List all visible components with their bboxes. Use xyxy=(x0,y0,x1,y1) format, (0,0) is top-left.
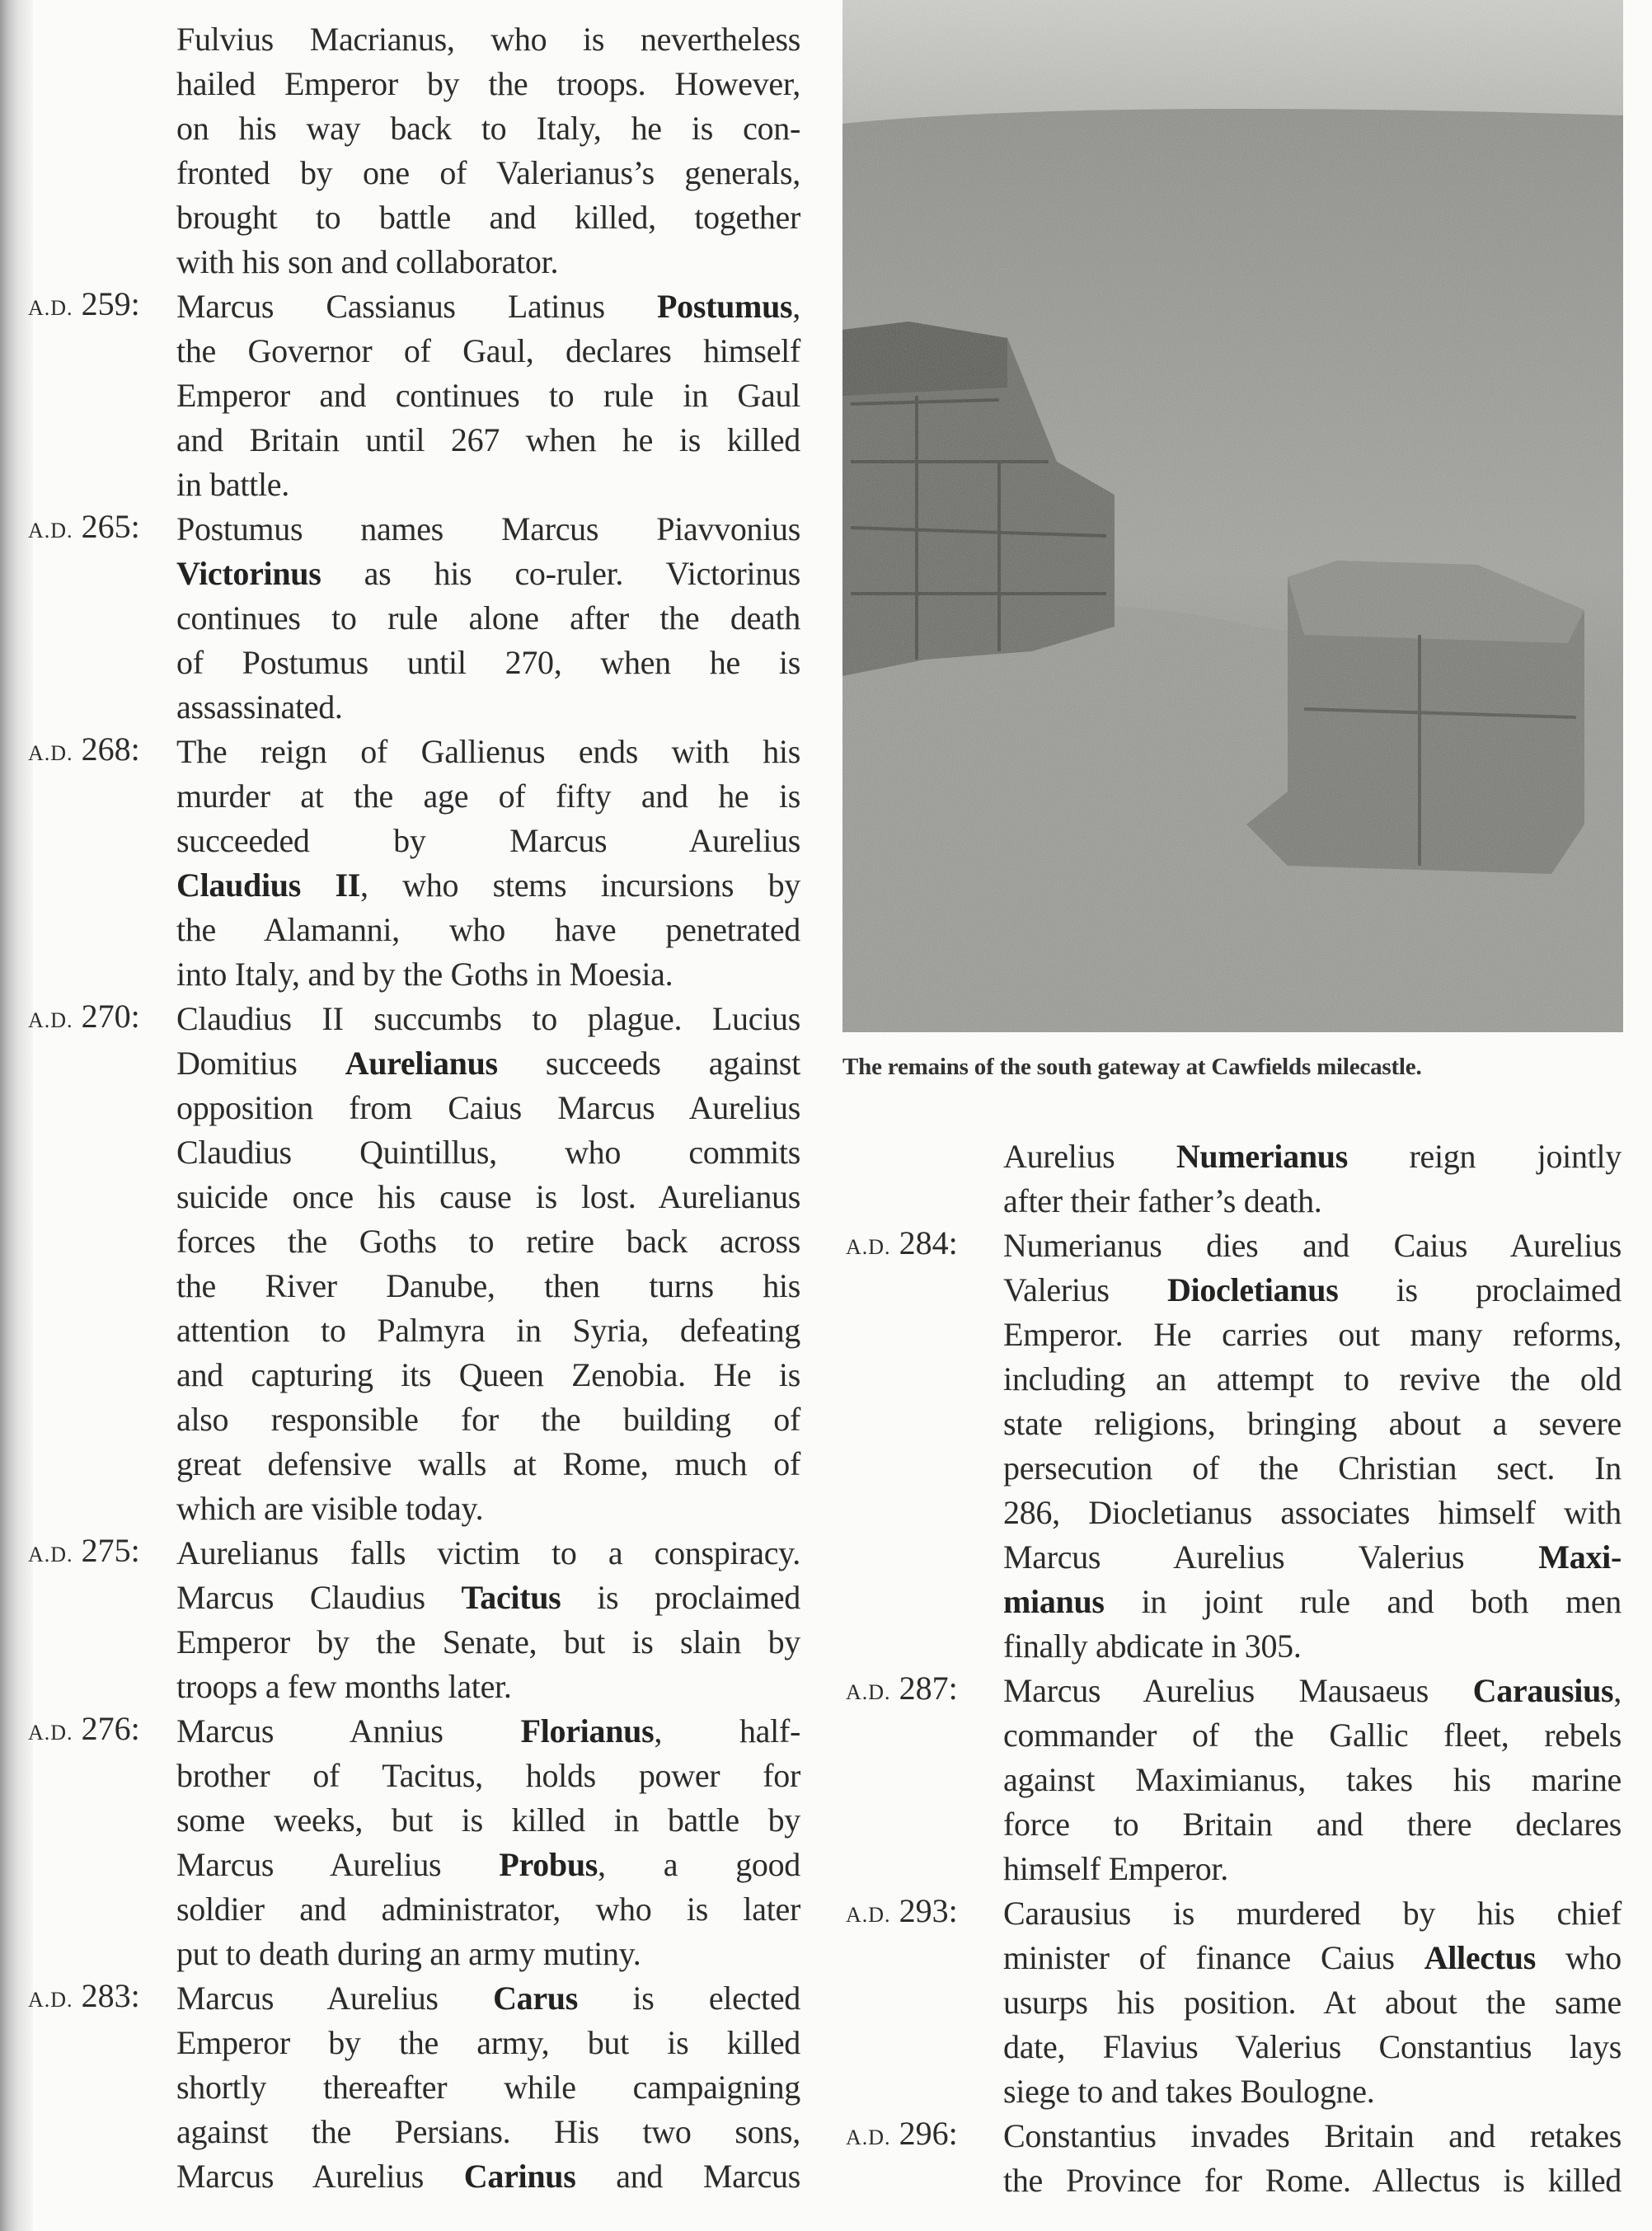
text-segment: against the Persians. His two sons, xyxy=(176,2113,800,2150)
text-line xyxy=(176,373,800,418)
text-segment: as his co-ruler. Victorinus xyxy=(321,555,800,592)
emperor-name: Aurelianus xyxy=(345,1045,498,1082)
text-segment: 286, Diocletianus associates himself with xyxy=(1003,1494,1621,1531)
emperor-name: Carausius xyxy=(1472,1672,1614,1709)
text-segment: Emperor. He carries out many reforms, xyxy=(1003,1316,1621,1353)
chronology-entry xyxy=(28,730,800,997)
text-line xyxy=(176,685,800,730)
text-segment: Marcus Claudius xyxy=(176,1579,462,1616)
date-era: A.D. xyxy=(28,1721,73,1745)
text-segment: put to death during an army mutiny. xyxy=(176,1935,641,1972)
text-segment: suicide once his cause is lost. Aurelianus xyxy=(176,1178,800,1215)
date-era: A.D. xyxy=(28,519,73,542)
text-segment: , who stems incursions by xyxy=(360,867,800,904)
text-segment: Emperor by the army, but is killed xyxy=(176,2024,800,2061)
text-line xyxy=(176,908,800,952)
entry-date xyxy=(28,730,168,768)
text-line xyxy=(176,106,800,151)
text-segment: assassinated. xyxy=(176,688,343,726)
text-line xyxy=(176,997,800,1041)
text-line xyxy=(1003,1224,1621,1268)
text-line xyxy=(176,1531,800,1576)
text-segment: Aurelius xyxy=(1003,1138,1176,1175)
text-line xyxy=(176,1487,800,1531)
date-year: 296: xyxy=(899,2115,958,2152)
text-segment: reign jointly xyxy=(1347,1138,1621,1175)
text-segment: against Maximianus, takes his marine xyxy=(1003,1761,1621,1798)
entry-date xyxy=(846,1224,986,1262)
date-era: A.D. xyxy=(846,2125,891,2149)
entry-date xyxy=(28,1531,168,1570)
emperor-name: Allectus xyxy=(1424,1939,1536,1976)
text-segment: commander of the Gallic fleet, rebels xyxy=(1003,1717,1621,1754)
text-line xyxy=(176,1353,800,1397)
text-line xyxy=(1003,1134,1621,1179)
date-era: A.D. xyxy=(846,1680,891,1704)
text-segment: murder at the age of fifty and he is xyxy=(176,777,800,815)
text-line xyxy=(176,17,800,62)
text-segment: Emperor by the Senate, but is slain by xyxy=(176,1623,800,1660)
date-year: 268: xyxy=(81,730,140,768)
text-line xyxy=(176,418,800,463)
date-year: 270: xyxy=(81,998,140,1035)
left-text-column xyxy=(28,17,800,2199)
text-segment: The reign of Gallienus ends with his xyxy=(176,733,800,770)
date-era: A.D. xyxy=(846,1235,891,1259)
emperor-name: Numerianus xyxy=(1176,1138,1348,1175)
text-line xyxy=(176,62,800,106)
date-era: A.D. xyxy=(28,296,73,320)
text-segment: succeeds against xyxy=(497,1045,800,1082)
emperor-name: Postumus xyxy=(656,288,793,325)
entry-date xyxy=(28,1709,168,1748)
text-segment: , a good xyxy=(598,1846,800,1883)
text-line xyxy=(176,1041,800,1086)
text-line xyxy=(1003,1179,1621,1224)
text-line xyxy=(176,1576,800,1620)
date-era: A.D. xyxy=(28,1543,73,1566)
text-segment: Carausius is murdered by his chief xyxy=(1003,1895,1621,1932)
text-line xyxy=(1003,1891,1621,1936)
text-segment: continues to rule alone after the death xyxy=(176,599,800,636)
text-line xyxy=(176,730,800,774)
text-segment: Postumus names Marcus Piavvonius xyxy=(176,510,800,547)
chronology-entry xyxy=(846,1669,1621,1891)
text-line xyxy=(176,284,800,329)
text-segment: Valerius xyxy=(1003,1271,1167,1308)
text-segment: shortly thereafter while campaigning xyxy=(176,2069,800,2106)
entry-date xyxy=(846,2114,986,2153)
text-segment: Marcus Aurelius Mausaeus xyxy=(1003,1672,1473,1709)
text-line xyxy=(176,1442,800,1487)
text-line xyxy=(176,819,800,863)
text-line xyxy=(1003,1847,1621,1891)
emperor-name: Probus xyxy=(499,1846,598,1883)
entry-date xyxy=(28,1976,168,2015)
text-line xyxy=(176,1620,800,1665)
text-line xyxy=(176,195,800,240)
text-segment: Marcus Aurelius xyxy=(176,2158,464,2195)
date-year: 275: xyxy=(81,1532,140,1569)
text-segment: into Italy, and by the Goths in Moesia. xyxy=(176,956,673,993)
emperor-name: Victorinus xyxy=(176,555,321,592)
chronology-entry xyxy=(846,1224,1622,1669)
text-segment: persecution of the Christian sect. In xyxy=(1003,1449,1621,1487)
date-year: 259: xyxy=(81,285,140,322)
text-line xyxy=(176,1843,800,1887)
photo-image xyxy=(842,0,1623,1032)
text-line xyxy=(1003,1580,1621,1624)
text-segment: soldier and administrator, who is later xyxy=(176,1890,800,1928)
text-segment: also responsible for the building of xyxy=(176,1401,800,1438)
text-segment: Marcus Aurelius Valerius xyxy=(1003,1538,1539,1576)
text-segment: Marcus Aurelius xyxy=(176,1980,494,2017)
text-segment: the Province for Rome. Allectus is killed xyxy=(1003,2162,1621,2199)
emperor-name: Carinus xyxy=(463,2158,576,2195)
text-line xyxy=(176,2154,800,2199)
entry-date xyxy=(28,507,168,546)
chronology-entry xyxy=(176,17,800,284)
chronology-entry xyxy=(28,1531,800,1709)
text-segment: on his way back to Italy, he is con- xyxy=(176,110,800,147)
text-segment: and capturing its Queen Zenobia. He is xyxy=(176,1356,800,1393)
text-segment: Constantius invades Britain and retakes xyxy=(1003,2117,1621,2154)
text-segment: , xyxy=(1613,1672,1621,1709)
text-segment: finally abdicate in 305. xyxy=(1003,1627,1302,1665)
text-segment: the Governor of Gaul, declares himself xyxy=(176,332,800,369)
text-line xyxy=(1003,2158,1621,2203)
text-segment: , xyxy=(792,288,800,325)
text-segment: the River Danube, then turns his xyxy=(176,1267,800,1304)
text-segment: which are visible today. xyxy=(176,1490,484,1527)
text-line xyxy=(176,151,800,195)
text-line xyxy=(176,1219,800,1264)
text-line xyxy=(1003,1669,1621,1713)
text-segment: forces the Goths to retire back across xyxy=(176,1223,800,1260)
chronology-entry xyxy=(846,2114,1621,2203)
text-line xyxy=(176,2110,800,2154)
text-line xyxy=(176,1709,800,1754)
text-line xyxy=(176,2021,800,2065)
date-year: 287: xyxy=(899,1670,958,1707)
text-line xyxy=(1003,2069,1621,2114)
text-line xyxy=(1003,1535,1621,1580)
text-segment: siege to and takes Boulogne. xyxy=(1003,2073,1375,2110)
chronology-entry xyxy=(28,507,800,730)
text-segment: Emperor and continues to rule in Gaul xyxy=(176,377,800,414)
date-era: A.D. xyxy=(846,1903,891,1927)
text-line xyxy=(1003,1758,1621,1802)
text-segment: and Britain until 267 when he is killed xyxy=(176,421,800,458)
chronology-entry xyxy=(846,1891,1621,2114)
entry-date xyxy=(28,997,168,1036)
text-line xyxy=(176,552,800,596)
date-year: 293: xyxy=(899,1892,958,1929)
text-line xyxy=(176,1665,800,1709)
text-segment: Claudius Quintillus, who commits xyxy=(176,1134,800,1171)
text-line xyxy=(176,1175,800,1219)
text-segment: is proclaimed xyxy=(561,1579,800,1616)
right-text-column xyxy=(846,1134,1622,2203)
text-segment: Fulvius Macrianus, who is nevertheless xyxy=(176,21,800,58)
text-line xyxy=(176,1308,800,1353)
text-segment: who xyxy=(1536,1939,1621,1976)
text-segment: including an attempt to revive the old xyxy=(1003,1360,1621,1397)
text-segment: with his son and collaborator. xyxy=(176,243,559,280)
text-line xyxy=(176,1086,800,1130)
text-line xyxy=(176,1798,800,1843)
text-segment: is proclaimed xyxy=(1338,1271,1622,1308)
text-line xyxy=(176,1264,800,1308)
text-segment: in joint rule and both men xyxy=(1104,1583,1621,1620)
text-line xyxy=(1003,1802,1621,1847)
text-segment: Marcus Annius xyxy=(176,1712,521,1750)
text-segment: hailed Emperor by the troops. However, xyxy=(176,65,800,102)
text-segment: attention to Palmyra in Syria, defeating xyxy=(176,1312,800,1349)
chronology-entry xyxy=(28,284,800,507)
text-line xyxy=(176,596,800,641)
emperor-name: Maxi- xyxy=(1538,1538,1621,1576)
text-line xyxy=(176,863,800,908)
text-segment: state religions, bringing about a severe xyxy=(1003,1405,1621,1442)
text-segment: himself Emperor. xyxy=(1003,1850,1228,1887)
text-line xyxy=(1003,1402,1621,1446)
entry-date xyxy=(846,1669,986,1707)
emperor-name: mianus xyxy=(1003,1583,1105,1620)
text-line xyxy=(1003,1268,1621,1313)
photo-caption: The remains of the south gateway at Cawfields milecastle. xyxy=(842,1054,1422,1080)
text-line xyxy=(1003,1624,1621,1669)
text-line xyxy=(176,1887,800,1932)
emperor-name: Diocletianus xyxy=(1166,1271,1339,1308)
text-line xyxy=(1003,1313,1621,1357)
text-line xyxy=(1003,1980,1621,2025)
date-year: 276: xyxy=(81,1710,140,1747)
text-segment: after their father’s death. xyxy=(1003,1182,1322,1219)
emperor-name: Florianus xyxy=(520,1712,655,1750)
chronology-entry xyxy=(28,1709,800,1976)
text-segment: Marcus Aurelius xyxy=(176,1846,500,1883)
date-year: 283: xyxy=(81,1977,140,2014)
text-line xyxy=(176,641,800,685)
emperor-name: Tacitus xyxy=(461,1579,561,1616)
date-era: A.D. xyxy=(28,741,73,765)
text-segment: fronted by one of Valerianus’s generals, xyxy=(176,154,800,191)
text-segment: force to Britain and there declares xyxy=(1003,1806,1621,1843)
text-segment: Claudius II succumbs to plague. Lucius xyxy=(176,1000,800,1037)
text-segment: troops a few months later. xyxy=(176,1668,512,1705)
chronology-entry xyxy=(1003,1134,1621,1224)
text-line xyxy=(176,1130,800,1175)
text-line xyxy=(176,774,800,819)
text-segment: date, Flavius Valerius Constantius lays xyxy=(1003,2028,1621,2065)
text-segment: , half- xyxy=(654,1712,800,1750)
text-segment: minister of finance Caius xyxy=(1003,1939,1424,1976)
text-segment: brother of Tacitus, holds power for xyxy=(176,1757,800,1794)
text-line xyxy=(176,463,800,507)
text-segment: Aurelianus falls victim to a conspiracy. xyxy=(176,1534,800,1571)
text-segment: opposition from Caius Marcus Aurelius xyxy=(176,1089,800,1126)
date-era: A.D. xyxy=(28,1008,73,1032)
text-segment: Numerianus dies and Caius Aurelius xyxy=(1003,1227,1621,1264)
text-line xyxy=(1003,1357,1621,1402)
text-line xyxy=(176,2065,800,2110)
date-year: 284: xyxy=(899,1224,958,1261)
text-segment: succeeded by Marcus Aurelius xyxy=(176,822,800,859)
text-line xyxy=(176,1932,800,1976)
text-segment: in battle. xyxy=(176,466,289,503)
date-year: 265: xyxy=(81,508,140,545)
text-segment: Domitius xyxy=(176,1045,345,1082)
text-line xyxy=(1003,1491,1621,1535)
text-line xyxy=(176,1976,800,2021)
text-segment: of Postumus until 270, when he is xyxy=(176,644,800,681)
chronology-entry xyxy=(28,1976,800,2199)
text-line xyxy=(176,952,800,997)
emperor-name: Claudius II xyxy=(176,867,361,904)
text-line xyxy=(1003,2025,1621,2069)
text-line xyxy=(176,329,800,373)
text-line xyxy=(176,240,800,284)
text-line xyxy=(1003,1446,1621,1491)
text-line xyxy=(1003,1713,1621,1758)
photo-cawfields-gateway xyxy=(842,0,1623,1032)
text-line xyxy=(1003,2114,1621,2158)
entry-date xyxy=(28,284,168,323)
chronology-entry xyxy=(28,997,800,1531)
emperor-name: Carus xyxy=(493,1980,579,2017)
date-era: A.D. xyxy=(28,1988,73,2012)
text-segment: usurps his position. At about the same xyxy=(1003,1984,1621,2021)
entry-date xyxy=(846,1891,986,1930)
text-segment: is elected xyxy=(578,1980,800,2017)
text-segment: brought to battle and killed, together xyxy=(176,199,800,236)
text-line xyxy=(176,1754,800,1798)
text-segment: some weeks, but is killed in battle by xyxy=(176,1801,800,1839)
page-gutter-shadow xyxy=(0,0,33,2231)
text-line xyxy=(1003,1936,1621,1980)
text-line xyxy=(176,1397,800,1442)
text-segment: and Marcus xyxy=(575,2158,800,2195)
text-segment: the Alamanni, who have penetrated xyxy=(176,911,800,948)
text-segment: great defensive walls at Rome, much of xyxy=(176,1445,800,1482)
text-segment: Marcus Cassianus Latinus xyxy=(176,288,657,325)
text-line xyxy=(176,507,800,552)
